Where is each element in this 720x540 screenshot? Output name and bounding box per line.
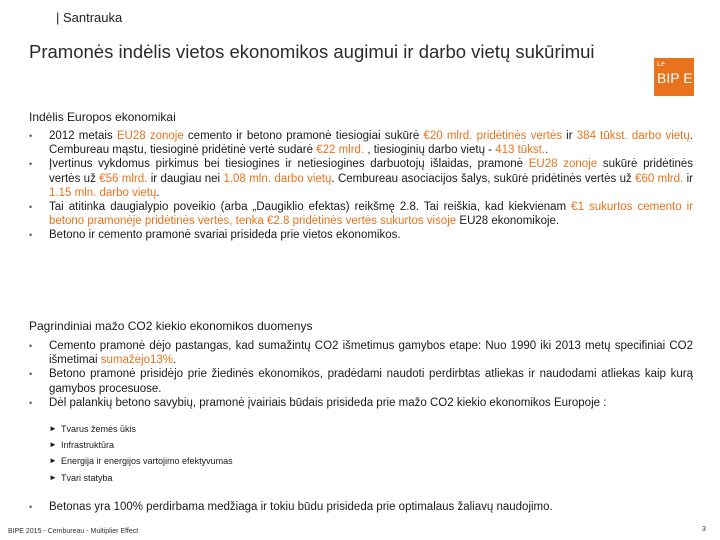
bullet-text: EU28 ekonomikoje. xyxy=(456,215,560,228)
bullet-text: Įvertinus vykdomus pirkimus bei tiesiogines ir netiesiogines darbuotojų išlaidas, pramonė xyxy=(49,158,529,171)
list-item xyxy=(29,200,693,228)
arrow-icon: ► xyxy=(49,472,57,482)
sub-item-text: Tvari statyba xyxy=(61,472,113,483)
arrow-icon: ► xyxy=(49,456,57,466)
bullet-icon: • xyxy=(29,131,33,141)
section-tag: | Santrauka xyxy=(56,10,123,25)
bullet-text: 2.8 xyxy=(399,201,416,214)
sub-list-item xyxy=(49,453,349,469)
section2-last-bullet xyxy=(29,500,693,514)
arrow-icon: ► xyxy=(49,424,57,433)
section1-bullet-list xyxy=(29,129,693,243)
bullet-text: Cemento pramonė dėjo pastangas, kad sumažintų CO2 išmetimus gamybos etape: Nuo 1990 iki 2013 metų specifiniai CO2 išmetimai xyxy=(49,340,693,367)
bullet-text: Dėl palankių betono savybių, pramonė įvairiais būdais prisideda prie mažo CO2 kiekio ekonomikos Europoje : xyxy=(49,396,607,409)
list-item xyxy=(29,339,693,367)
bullet-icon: • xyxy=(29,369,33,380)
highlighted-text: €60 mlrd. xyxy=(635,172,684,185)
bullet-text: cemento ir betono pramonė tiesiogiai sukūrė xyxy=(183,130,424,142)
highlighted-text: 413 tūkst. xyxy=(495,144,546,157)
section2-bullet-list xyxy=(29,339,693,410)
bullet-text: . xyxy=(173,354,177,367)
bullet-text: , tiesioginių darbo vietų - xyxy=(364,144,496,157)
bullet-text: . Cembureau mąstu, tiesioginė pridėtinė vertė sudarė xyxy=(49,130,693,157)
highlighted-text: 1.08 mln. darbo vietų xyxy=(223,172,332,185)
sub-item-text: Tvarus žemės ūkis xyxy=(61,424,137,434)
bullet-text: ir xyxy=(561,130,577,142)
bullet-icon: • xyxy=(29,397,33,408)
bullet-text: . xyxy=(545,144,549,157)
bullet-text: . Tai reiškia, kad kiekvienam xyxy=(415,201,572,214)
highlighted-text: sumažėjo13% xyxy=(100,354,173,367)
bullet-icon: • xyxy=(29,202,33,213)
bullet-icon: • xyxy=(29,502,33,512)
footer-source: BIPE 2015 - Cembureau - Multiplier Effect xyxy=(8,528,139,535)
bullet-text: sukūrė pridėtinės vertės už xyxy=(49,158,693,185)
page-number: 3 xyxy=(702,526,706,533)
page-title: Pramonės indėlis vietos ekonomikos augimui ir darbo vietų sukūrimui xyxy=(29,41,595,62)
bipe-logo xyxy=(654,58,694,96)
sub-list-item xyxy=(49,421,349,437)
bullet-text: Tai atitinka daugialypio poveikio (arba „Daugiklio efektas) reikšmę xyxy=(49,201,400,214)
sub-item-list xyxy=(49,421,349,486)
bullet-text: Betono pramonė prisidėjo prie žiedinės ekonomikos, pradėdami naudoti perdirbtas atliekas ir naudodami atliekas kaip kurą gamybos procesuose. xyxy=(49,368,693,395)
highlighted-text: €1 sukurtos cemento ir betono pramonėje pridėtinės vertės, tenka €2.8 pridėtinės vertės sukurtos visoje xyxy=(49,201,693,228)
bullet-text: ir xyxy=(683,172,693,185)
list-item xyxy=(29,157,693,200)
section2-heading: Pagrindiniai mažo CO2 kiekio ekonomikos duomenys xyxy=(29,319,313,333)
highlighted-text: €56 mlrd. xyxy=(99,172,148,185)
highlighted-text: EU28 zonoje xyxy=(116,130,184,142)
sub-item-text: Infrastruktūra xyxy=(61,440,115,451)
highlighted-text: EU28 zonoje xyxy=(528,158,598,171)
highlighted-text: 1.15 mln. darbo vietų xyxy=(49,186,157,199)
highlighted-text: €20 mlrd. pridėtinės vertės xyxy=(423,130,562,142)
list-item xyxy=(29,396,693,410)
bullet-icon: • xyxy=(29,159,33,170)
bullet-text: . xyxy=(156,186,160,199)
highlighted-text: 384 tūkst. darbo vietų xyxy=(576,130,690,142)
sub-list-item xyxy=(49,470,349,486)
bullet-text: 2012 metais xyxy=(49,130,117,142)
bullet-text: Betonas yra 100% perdirbama medžiaga ir tokiu būdu prisideda prie optimalaus žaliavų naudojimo. xyxy=(49,501,553,513)
bullet-text: Betono ir cemento pramonė svariai prisideda prie vietos ekonomikos. xyxy=(49,229,401,242)
list-item xyxy=(29,228,693,242)
section1-heading: Indėlis Europos ekonomikai xyxy=(29,110,176,124)
list-item xyxy=(29,500,693,514)
list-item xyxy=(29,367,693,395)
sub-item-text: Energija ir energijos vartojimo efektyvumas xyxy=(61,456,233,467)
list-item xyxy=(29,129,693,157)
highlighted-text: €22 mlrd. xyxy=(316,144,365,157)
bullet-icon: • xyxy=(29,341,33,351)
bullet-icon: • xyxy=(29,230,33,241)
logo-big-text: BIP E xyxy=(657,70,693,86)
sub-list-item xyxy=(49,437,349,453)
arrow-icon: ► xyxy=(49,440,57,450)
bullet-text: ir daugiau nei xyxy=(147,172,224,185)
logo-small-text: Le xyxy=(657,61,665,68)
bullet-text: . Cembureau asociacijos šalys, sukūrė pridėtinės vertės už xyxy=(331,172,636,185)
